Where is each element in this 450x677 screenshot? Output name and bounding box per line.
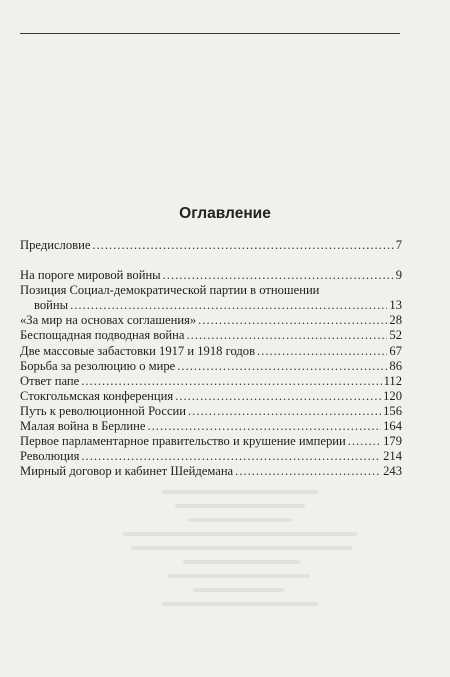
dot-leader (163, 268, 394, 283)
toc-entry (20, 449, 402, 464)
toc-entry (20, 434, 402, 449)
toc-entry-title: Две массовые забастовки 1917 и 1918 годов (20, 343, 256, 358)
toc-entry-title: На пороге мировой войны (20, 268, 161, 283)
toc-entry (20, 404, 402, 419)
toc-entry-title: Малая война в Берлине (20, 419, 146, 434)
dot-leader (257, 344, 387, 359)
dot-leader (148, 419, 382, 434)
toc-entry (20, 374, 402, 389)
dot-leader (188, 404, 381, 419)
dot-leader (81, 374, 381, 389)
toc-entry (20, 389, 402, 404)
toc-entry-page: 243 (383, 464, 402, 479)
toc-entry-page: 28 (389, 313, 402, 328)
toc-entry-title: Борьба за резолюцию о мире (20, 358, 176, 373)
toc-entry (20, 298, 402, 313)
toc-entry-title: Путь к революционной России (20, 403, 187, 418)
toc-entry-title: Революция (20, 449, 80, 464)
bleed-through-shadow (110, 490, 370, 670)
toc-entry-page: 86 (389, 358, 402, 373)
dot-leader (70, 298, 387, 313)
toc-entry-page: 13 (389, 298, 402, 313)
toc-entry-page: 7 (395, 238, 402, 252)
toc-entry-title: «За мир на основах соглашения» (20, 313, 197, 328)
top-rule (20, 33, 400, 34)
toc-entry-page: 179 (383, 434, 402, 449)
toc-entry-page: 120 (383, 388, 402, 403)
dot-leader (177, 359, 387, 374)
toc-entry-title: войны (34, 298, 69, 313)
toc-entry-page: 214 (383, 449, 402, 464)
dot-leader (348, 434, 381, 449)
dot-leader (175, 389, 381, 404)
dot-leader (187, 328, 388, 343)
toc-entry-page: 112 (383, 373, 402, 388)
toc-entry-page: 9 (395, 268, 402, 283)
toc-entry-page: 67 (389, 343, 402, 358)
toc-entry (20, 328, 402, 343)
toc-entry-title: Первое парламентарное правительство и крушение империи (20, 434, 346, 449)
toc-entry (20, 313, 402, 328)
toc-entry-title: Ответ папе (20, 373, 80, 388)
toc-entry-title: Мирный договор и кабинет Шейдемана (20, 464, 234, 479)
toc-entry (20, 344, 402, 359)
toc-entry (20, 238, 402, 253)
table-of-contents (20, 238, 402, 479)
toc-entry-page: 52 (389, 328, 402, 343)
dot-leader (92, 238, 393, 253)
toc-entry (20, 268, 402, 283)
toc-entry-title: Предисловие (20, 238, 91, 252)
toc-entry-page: 156 (383, 403, 402, 418)
dot-leader (235, 464, 381, 479)
toc-entry (20, 464, 402, 479)
toc-title: Оглавление (179, 205, 271, 222)
toc-entry-title: Беспощадная подводная война (20, 328, 185, 343)
toc-entry (20, 419, 402, 434)
dot-leader (198, 313, 387, 328)
toc-entry-title-line1: Позиция Социал-демократической партии в отношении (20, 283, 320, 298)
toc-entry-title: Стокгольмская конференция (20, 388, 174, 403)
dot-leader (81, 449, 381, 464)
toc-entry-page: 164 (383, 419, 402, 434)
toc-entry (20, 359, 402, 374)
